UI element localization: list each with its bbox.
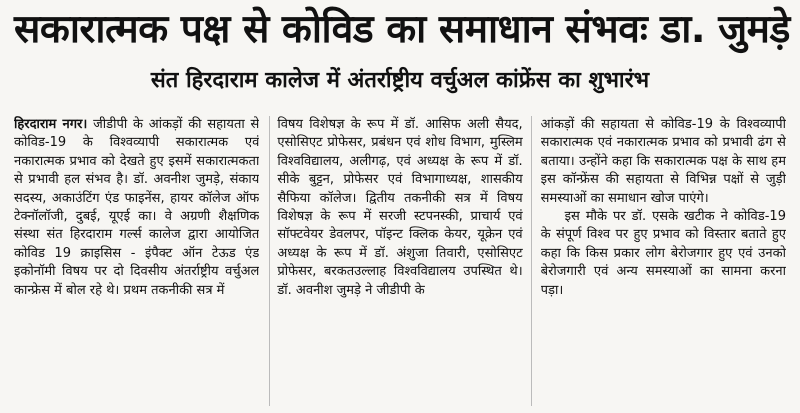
- column-2-text: विषय विशेषज्ञ के रूप में डॉ. आसिफ अली सैयद, एसोसिएट प्रोफेसर, प्रबंधन एवं शोध विभाग, मुस्लिम विश्वविद्यालय, अलीगढ़, एवं अध्यक्ष के रूप में डॉ. सीके बुट्टन, प्रोफेसर एवं विभागाध्यक्ष, शासकीय सैफिया कॉलेज। द्वितीय तकनीकी सत्र में विषय विशेषज्ञ के रूप में सरजी स्टपनस्की, प्राचार्य एवं सॉफ्टवेयर डेवलपर, पॉइन्ट क्लिक केयर, यूक्रेन एवं अध्यक्ष के रूप में डॉ. अंशुजा तिवारी, एसोसिएट प्रोफेसर, बरकतउल्लाह विश्वविद्यालय उपस्थित थे। डॉ. अवनीश जुमड़े ने जीडीपी के: [277, 117, 523, 298]
- headline: सकारात्मक पक्ष से कोविड का समाधान संभवः डा. जुमड़े: [14, 7, 790, 52]
- article-column-1: [14, 116, 259, 411]
- column-3-paragraph-1: आंकड़ों की सहायता से कोविड-19 के विश्वव्यापी सकारात्मक एवं नकारात्मक प्रभाव को प्रभावी ढंग से बताया। उन्होंने कहा कि सकारात्मक पक्ष के साथ हम इस कॉन्फ्रेंस की सहायता से विभिन्न पक्षों से जुड़ी समस्याओं का समाधान खोज पाएंगे।: [540, 117, 786, 206]
- dateline: हिरदाराम नगर।: [14, 117, 88, 132]
- column-3-paragraph-2: इस मौके पर डॉ. एसके खटीक ने कोविड-19 के संपूर्ण विश्व पर हुए प्रभाव को विस्तार बताते हुए कहा कि किस प्रकार लोग बेरोजगार हुए एवं उनको बेरोजगारी एवं अन्य समस्याओं का सामना करना पड़ा।: [540, 209, 786, 298]
- article-column-3: [541, 116, 786, 411]
- article-column-2: [277, 116, 522, 411]
- subheadline: संत हिरदाराम कालेज में अंतर्राष्ट्रीय वर्चुअल कांफ्रेंस का शुभारंभ: [150, 68, 650, 93]
- article-body: [14, 116, 786, 411]
- column-1-paragraph: [14, 116, 259, 300]
- column-1-text: जीडीपी के आंकड़ों की सहायता से कोविड-19 के विश्वव्यापी सकारात्मक एवं नकारात्मक प्रभाव को देखते हुए इसमें सकारात्मकता से प्रभावी हल संभव है। डॉ. अवनीश जुमड़े, संकाय सदस्य, अकाउंटिंग एंड फाइनेंस, हायर कॉलेज ऑफ टेक्नॉलॉजी, दुबई, यूएई का। वे अग्रणी शैक्षणिक संस्था संत हिरदाराम गर्ल्स कालेज द्वारा आयोजित कोविड 19 क्राइसिस - इंपैक्ट ऑन टेऊड एंड इकोनॉमी विषय पर दो दिवसीय अंतर्राष्ट्रीय वर्चुअल कान्फ्रेस में बोल रहे थे। प्रथम तकनीकी सत्र में: [14, 117, 260, 298]
